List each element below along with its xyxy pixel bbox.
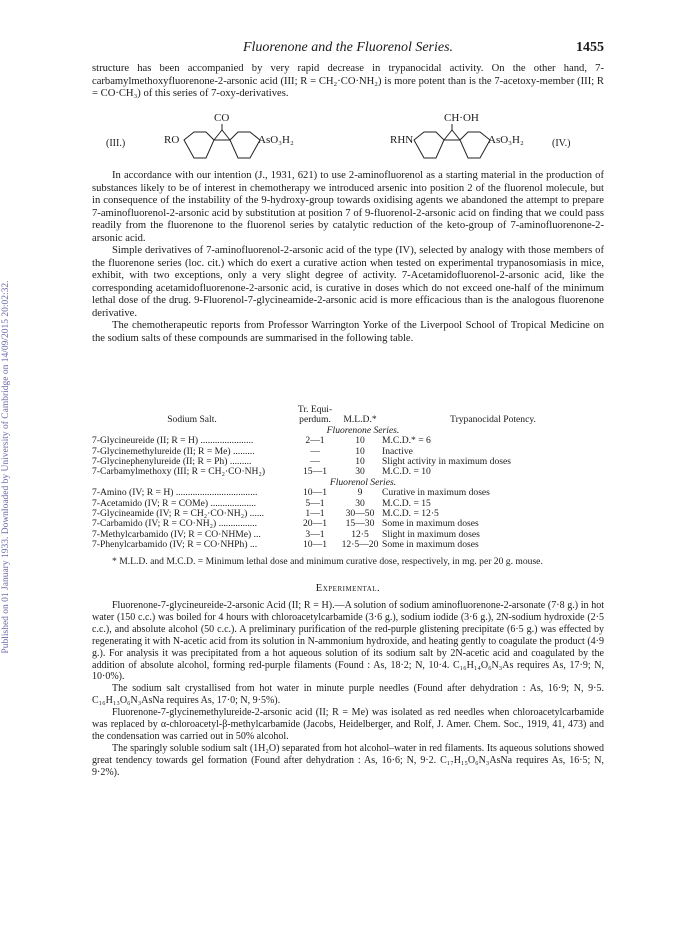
cell-equi: — — [310, 456, 320, 468]
cell-potency: M.C.D.* = 6 — [382, 435, 431, 447]
cell-mld: 12·5 — [351, 528, 369, 540]
section-fluorenone: Fluorenone Series. — [326, 424, 400, 436]
th-mld: M.L.D.* — [343, 414, 377, 425]
cell-mld: 10 — [355, 445, 365, 457]
structure-top-right: CH·OH — [444, 112, 479, 124]
footnote-text: * M.L.D. and M.C.D. = Minimum lethal dose and minimum curative dose, respectively, in mg. per 20 g. mouse. — [112, 556, 543, 567]
fluorenone-ring-drawing — [180, 124, 264, 170]
cell-equi: 15—1 — [303, 466, 327, 478]
structure-label-iv: (IV.) — [552, 138, 571, 149]
cell-equi: 1—1 — [305, 508, 325, 520]
th-equi-1: Tr. Equi- — [297, 404, 333, 415]
paragraph-derivatives: Simple derivatives of 7-aminofluorenol-2-arsonic acid of the type (IV), selected by analogy with those members of the fluorenone series (loc. cit.) which do exert a curative action when tested on experimental trypanosomiasis in mice, exhibit, with two exceptions, only a very slight degree of activity. 7-Acetamidofluorenol-2-arsonic acid, like the corresponding acetamidofluorenone-2-arsonic acid, is curative in doses which do not exceed one-half of the minimum lethal dose of the drug. 9-Fluorenol-7-glycineamide-2-arsonic acid is more efficacious than is the analogous fluorenone derivative. — [92, 245, 604, 319]
cell-mld: 30 — [355, 466, 365, 478]
cell-potency: M.C.D. = 10 — [382, 466, 431, 478]
structure-as-right: AsO₃H₂ — [488, 134, 524, 146]
experimental-paragraph-2: The sodium salt crystallised from hot water in minute purple needles (Found after dehydration : As, 16·9; N, 9·5. C₁₆H₁₃O₆N₃AsNa requires As, 17·0; N, 9·5%). — [92, 683, 604, 707]
experimental-paragraph-1: Fluorenone-7-glycineureide-2-arsonic Acid (II; R = H).—A solution of sodium aminofluorenone-2-arsonate (7·8 g.) in hot water (150 c.c.) was boiled for 4 hours with chloroacetylcarbamide (3·6 g.), sodium iodide (3·6 g.), 2N-sodium hydroxide (2·5 c.c.), and absolute alcohol (50 c.c.). A preliminary purification of the red-purple glistening precipitate (6·5 g.) was effected by regenerating it with N-acetic acid from its solution in N-ammonium hydroxide, and heating gently to coagulate the product (4·9 g.). For analysis it was precipitated from a hot aqueous solution of its sodium salt by 2N-acetic acid and coagulated by the addition of absolute alcohol, forming red-purple filaments (Found : As, 18·2; N, 10·4. C₁₆H₁₄O₆N₃As requires As, 17·9; N, 10·0%). — [92, 600, 604, 683]
structure-as-left: AsO₃H₂ — [258, 134, 294, 146]
cell-salt: 7-Acetamido (IV; R = COMe) ................... — [92, 497, 257, 509]
structure-r-right: RHN — [390, 134, 414, 146]
cell-salt: 7-Glycineureide (II; R = H) ...................... — [92, 435, 254, 447]
th-equi-2: perdum. — [299, 414, 331, 426]
cell-salt: 7-Carbamido (IV; R = CO·NH₂) ................ — [92, 518, 257, 530]
cell-potency: M.C.D. = 15 — [382, 497, 431, 509]
structure-top-left: CO — [214, 112, 230, 124]
cell-equi: 20—1 — [303, 518, 327, 530]
structure-r-left: RO — [164, 134, 180, 146]
cell-salt: 7-Amino (IV; R = H) .................................. — [92, 487, 258, 499]
potency-table — [92, 405, 604, 551]
cell-mld: 30—50 — [345, 508, 375, 520]
structure-diagram — [92, 110, 604, 170]
cell-potency: Some in maximum doses — [382, 539, 479, 551]
cell-equi: 3—1 — [305, 528, 325, 540]
cell-potency: Slight in maximum doses — [382, 528, 480, 540]
cell-equi: 2—1 — [305, 435, 325, 447]
cell-mld: 12·5—20 — [341, 539, 379, 551]
cell-potency: Some in maximum doses — [382, 518, 479, 530]
cell-potency: M.C.D. = 12·5 — [382, 508, 439, 520]
cell-mld: 10 — [355, 456, 365, 468]
cell-potency: Slight activity in maximum doses — [382, 456, 511, 468]
cell-salt: 7-Glycineamide (IV; R = CH₂·CO·NH₂) ...... — [92, 508, 265, 520]
fluorenol-ring-drawing — [410, 124, 494, 170]
paragraph-intention: In accordance with our intention (J., 1931, 621) to use 2-aminofluorenol as a starting material in the production of substances likely to be of interest in chemotherapy we introduced arsenic into position 2 of the fluorenol molecule, but in consequence of the instability of the 9-hydroxy-group towards oxidising agents we abandoned the attempt to prepare 7-aminofluorenol-2-arsonic acid by substitution at position 7 of 9-fluorenol-2-arsonic acid on finding that we could pass readily from the fluorenone to the fluorenol series by catalytic reduction of the keto-group of 7-aminofluorenone-2-arsonic acid. — [92, 170, 604, 244]
running-header — [92, 40, 604, 60]
intro-paragraph: structure has been accompanied by very rapid decrease in trypanocidal activity. On the other hand, 7-carbamylmethoxyfluorenone-2-arsonic acid (III; R = CH₂·CO·NH₂) is more potent than is the 7-acetoxy-member (III; R = CO·CH₃) of this series of 7-oxy-derivatives. — [92, 63, 604, 99]
experimental-heading: Experimental. — [315, 583, 381, 594]
cell-potency: Curative in maximum doses — [382, 487, 490, 499]
cell-equi: 10—1 — [303, 487, 327, 499]
paragraph-reports: The chemotherapeutic reports from Professor Warrington Yorke of the Liverpool School of Tropical Medicine on the sodium salts of these compounds are summarised in the following table. — [92, 320, 604, 344]
th-equi — [292, 405, 338, 426]
structure-label-iii: (III.) — [106, 138, 126, 149]
table-footnote — [92, 556, 604, 567]
section-fluorenol: Fluorenol Series. — [329, 476, 397, 488]
cell-mld: 15—30 — [345, 518, 375, 530]
table-row — [92, 540, 604, 550]
th-salt: Sodium Salt. — [167, 414, 217, 425]
cell-potency: Inactive — [382, 445, 413, 457]
intro-text — [92, 63, 604, 101]
experimental-paragraph-3: Fluorenone-7-glycinemethylureide-2-arsonic acid (II; R = Me) was isolated as red needles when chloroacetylcarbamide was replaced by α-chloroacetyl-β-methylcarbamide (Jacobs, Heidelberger, and Rolf, J. Amer. Chem. Soc., 1919, 41, 473) and the condensation was carried out in 50% alcohol. — [92, 707, 604, 742]
th-potency: Trypanocidal Potency. — [450, 414, 536, 425]
cell-equi: — — [310, 445, 320, 457]
cell-mld: 30 — [355, 497, 365, 509]
cell-salt: 7-Glycinephenylureide (II; R = Ph) ......... — [92, 456, 252, 468]
cell-mld: 10 — [355, 435, 365, 447]
page-number: 1455 — [576, 40, 604, 55]
cell-salt: 7-Phenylcarbamido (IV; R = CO·NHPh) ... — [92, 539, 258, 551]
cell-salt: 7-Glycinemethylureide (II; R = Me) ......... — [92, 445, 255, 457]
experimental-text — [92, 600, 604, 779]
cell-equi: 10—1 — [303, 539, 327, 551]
header-title: Fluorenone and the Fluorenol Series. — [242, 40, 454, 55]
experimental-paragraph-4: The sparingly soluble sodium salt (1H₂O) separated from hot alcohol–water in red filaments. Its aqueous solutions showed great tendency towards gel formation (Found after dehydration : As, 16·6; N, 9·2. C₁₇H₁₅O₆N₃AsNa requires As, 16·5; N, 9·2%). — [92, 742, 604, 778]
cell-mld: 9 — [357, 487, 363, 499]
cell-salt: 7-Carbamylmethoxy (III; R = CH₂·CO·NH₂) — [92, 466, 266, 478]
download-notice: Published on 01 January 1933. Downloaded by University of Cambridge on 14/09/2015 20:02:32. — [1, 280, 11, 654]
body-text — [92, 170, 604, 345]
experimental-heading-block — [92, 583, 604, 596]
cell-salt: 7-Methylcarbamido (IV; R = CO·NHMe) ... — [92, 528, 261, 540]
cell-equi: 5—1 — [305, 497, 325, 509]
